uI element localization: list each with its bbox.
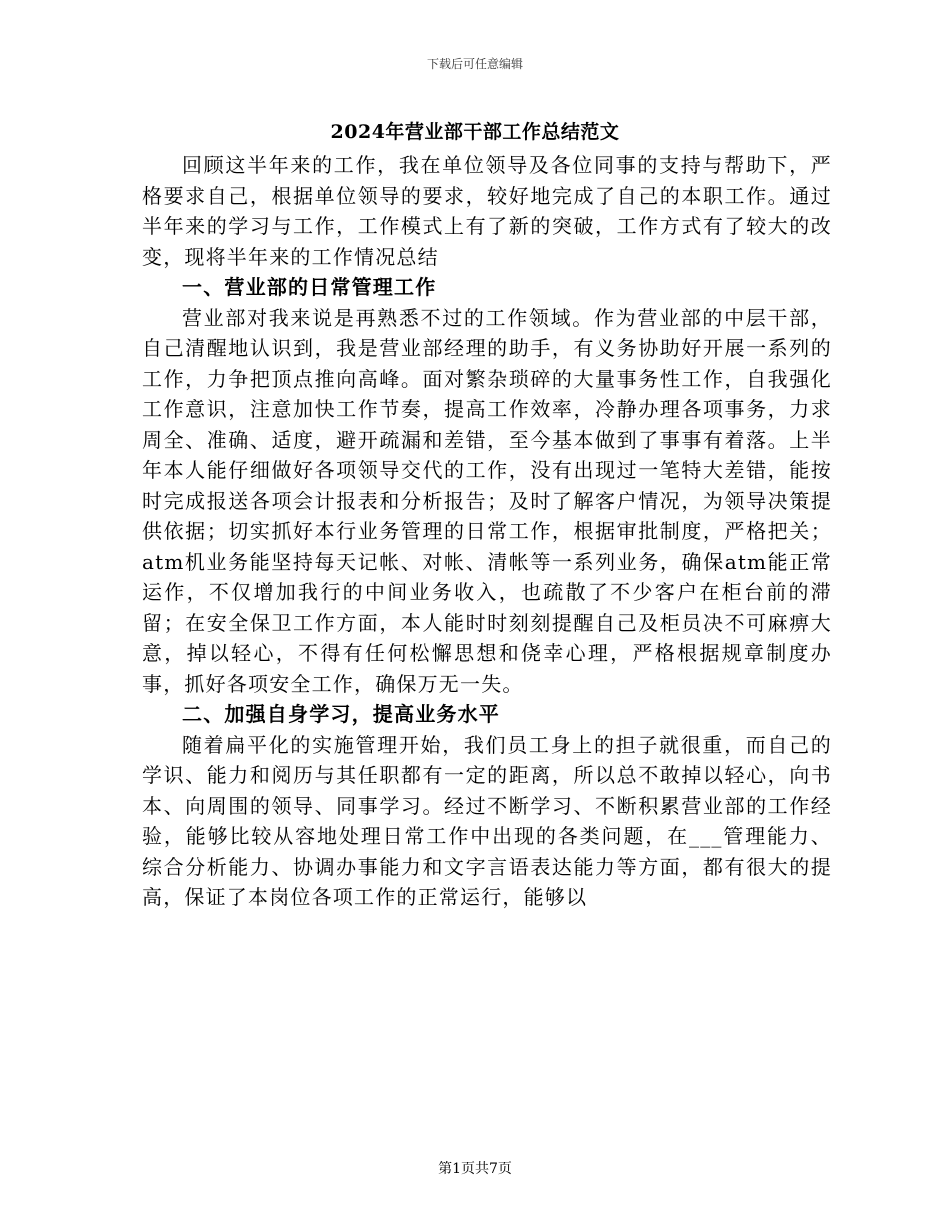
document-body (142, 150, 832, 913)
page-number-footer: 第1页共7页 (438, 1161, 512, 1177)
intro-paragraph: 回顾这半年来的工作，我在单位领导及各位同事的支持与帮助下，严格要求自己，根据单位领导的要求，较好地完成了自己的本职工作。通过半年来的学习与工作，工作模式上有了新的突破，工作方式有了较大的改变，现将半年来的工作情况总结 (142, 153, 832, 269)
section-heading-1: 一、营业部的日常管理工作 (182, 275, 437, 299)
page-header-note: 下载后可任意编辑 (426, 57, 523, 71)
document-title: 2024年营业部干部工作总结范文 (330, 121, 620, 143)
section-heading-2: 二、加强自身学习，提高业务水平 (182, 702, 500, 726)
section-body-2: 随着扁平化的实施管理开始，我们员工身上的担子就很重，而自己的学识、能力和阅历与其任职都有一定的距离，所以总不敢掉以轻心，向书本、向周围的领导、同事学习。经过不断学习、不断积累营业部的工作经验，能够比较从容地处理日常工作中出现的各类问题，在___管理能力、综合分析能力、协调办事能力和文字言语表达能力等方面，都有很大的提高，保证了本岗位各项工作的正常运行，能够以 (142, 732, 832, 909)
section-body-1: 营业部对我来说是再熟悉不过的工作领域。作为营业部的中层干部，自己清醒地认识到，我是营业部经理的助手，有义务协助好开展一系列的工作，力争把顶点推向高峰。面对繁杂琐碎的大量事务性工作，自我强化工作意识，注意加快工作节奏，提高工作效率，冷静办理各项事务，力求周全、准确、适度，避开疏漏和差错，至今基本做到了事事有着落。上半年本人能仔细做好各项领导交代的工作，没有出现过一笔特大差错，能按时完成报送各项会计报表和分析报告；及时了解客户情况，为领导决策提供依据；切实抓好本行业务管理的日常工作，根据审批制度，严格把关；atm机业务能坚持每天记帐、对帐、清帐等一系列业务，确保atm能正常运作，不仅增加我行的中间业务收入，也疏散了不少客户在柜台前的滞留；在安全保卫工作方面，本人能时时刻刻提醒自己及柜员决不可麻痹大意，掉以轻心，不得有任何松懈思想和侥幸心理，严格根据规章制度办事，抓好各项安全工作，确保万无一失。 (142, 305, 832, 696)
